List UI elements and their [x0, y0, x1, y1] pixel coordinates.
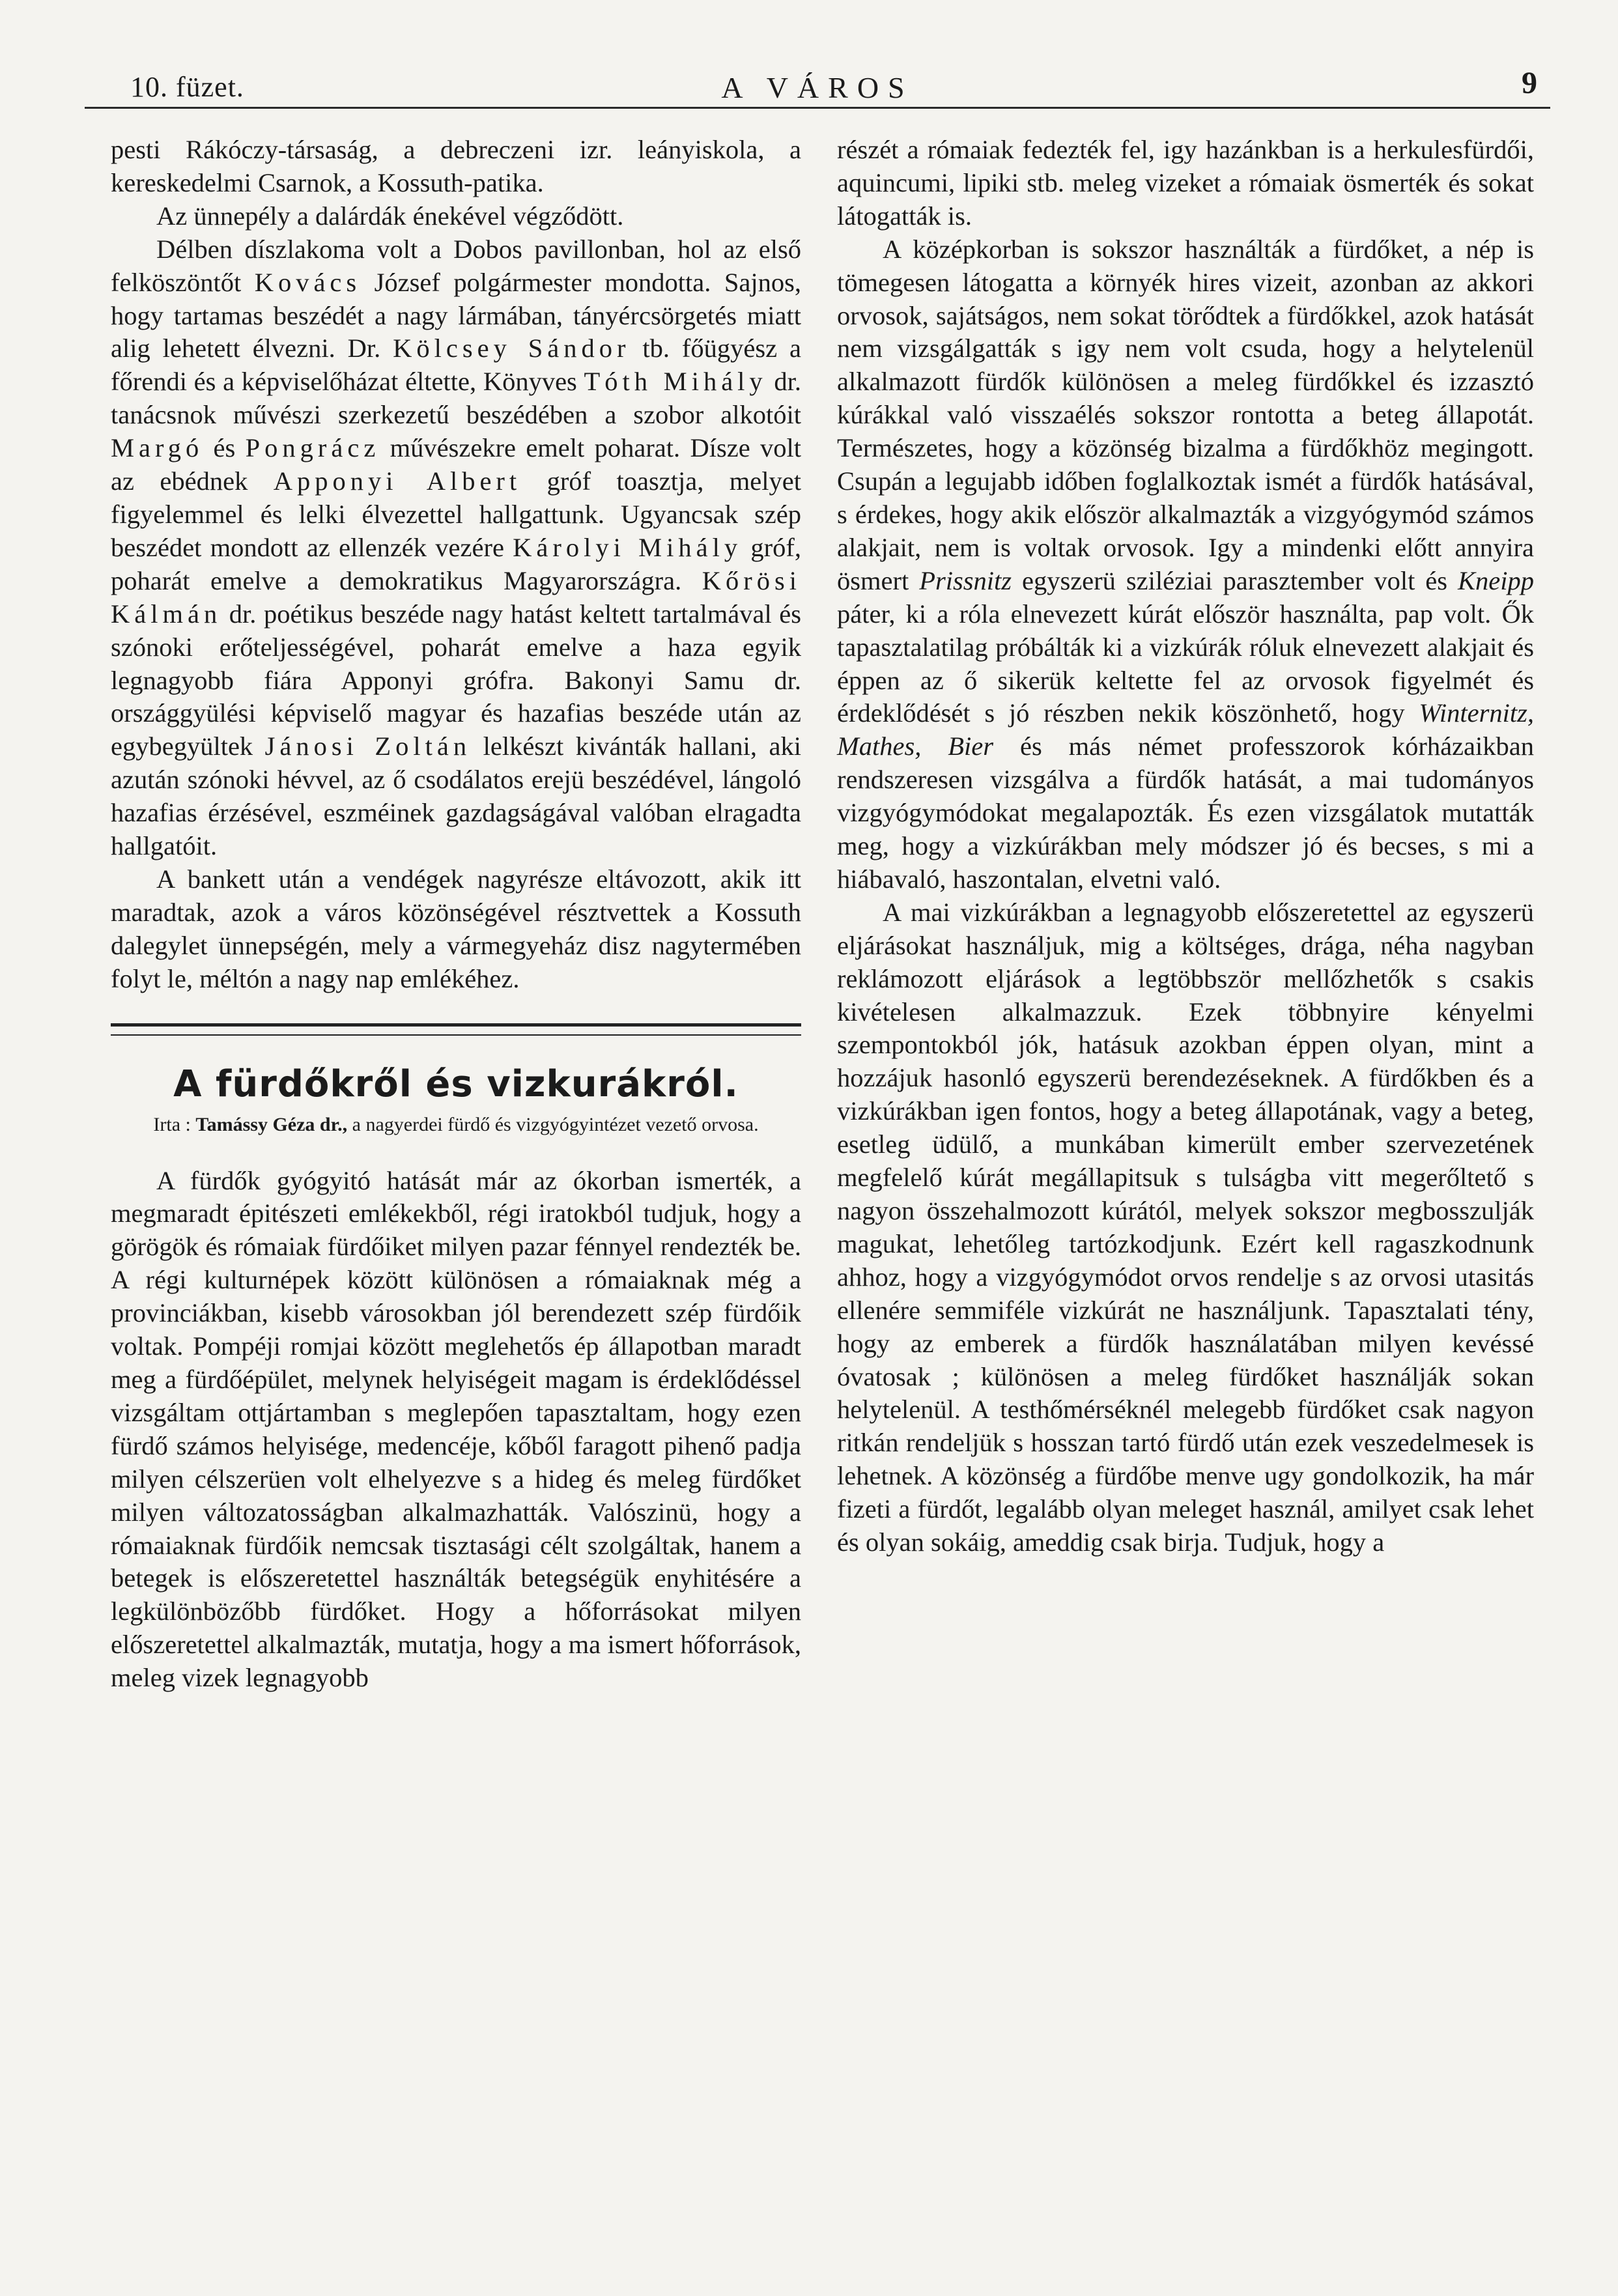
name-kneipp: Kneipp — [1458, 565, 1534, 595]
name-margo: Margó — [111, 433, 204, 463]
name-apponyi: Apponyi Albert — [273, 466, 522, 496]
paragraph: A fürdők gyógyitó hatását már az ókorban ismerték, a megmaradt épitészeti emlékekből, régi iratokból tudjuk, hogy a görögök és rómaiak fürdőiket milyen pazar fénnyel rendezték be. A régi kulturnépek között különösen a rómaiaknak még a provinciákban, kisebb városokban jól berendezett szép fürdőik voltak. Pompéji romjai között meglehetős ép állapotban maradt meg a fürdőépület, melynek helyiségeit magam is érdeklődéssel vizsgáltam ottjártamban s meglepően tapasztaltam, hogy ezen fürdő számos helyisége, medencéje, kőből faragott pihenő padja milyen célszerüen volt elhelyezve s a hideg és meleg fürdőket milyen változatosságban alkalmazhatták. Valószinü, hogy a rómaiaknak fürdőik nemcsak tisztasági célt szolgáltak, hanem a betegek is előszeretettel használták betegségük enyhitésére a legkülönbözőbb fürdőket. Hogy a hőforrásokat milyen előszeretettel alkalmazták, mutatja, hogy a ma ismert hőforrások, meleg vizek legnagyobb — [111, 1165, 801, 1693]
name-kovacs: Kovács — [254, 267, 362, 297]
paragraph: pesti Rákóczy-társaság, a debreczeni izr. leányiskola, a kereskedelmi Csarnok, a Kossuth-patika. — [111, 135, 801, 197]
name-janosi: Jánosi Zoltán — [264, 731, 472, 761]
running-header — [85, 65, 1550, 108]
paragraph: A mai vizkúrákban a legnagyobb előszeretettel az egyszerü eljárásokat használjuk, mig a költséges, drága, néha nagyban reklámozott eljárások a legtöbbször mellőzhetők s csakis kivételesen alkalmazzuk. Ezek többnyire kényelmi szempontokból jók, hatásuk azokban éppen olyan, mint a hozzájuk hasonló egyszerü berendezéseknek. A fürdőkben és a vizkúrákban igen fontos, hogy a beteg állapotának, vagy a beteg, esetleg üdülő, a munkában kimerült ember szervezetének megfelelő kúrát megállapitsuk s tulságba vitt megerőltető s nagyon összehalmozott kúrától, melyek sokszor megbosszulják magukat, lehetőleg tartózkodjunk. Ezért kell ragaszkodnunk ahhoz, hogy a vizgyógymódot orvos rendelje s az orvosi utasitás ellenére semmiféle vizkúrát ne használjunk. Tapasztalati tény, hogy az emberek a fürdők használatában milyen kevéssé óvatosak ; különösen a meleg fürdőket használják sokan helytelenül. A testhőmérséknél melegebb fürdőket csak nagyon ritkán rendeljük s hosszan tartó fürdő után ezek veszedelmesek is lehetnek. A közönség a fürdőbe menve ugy gondolkozik, ha már fizeti a fürdőt, legalább olyan meleget használ, amilyet csak lehet és olyan sokáig, ameddig csak birja. Tudjuk, hogy a — [837, 897, 1534, 1557]
banquet-paragraph: Délben díszlakoma volt a Dobos pavillonban, hol az első felköszöntőt Kovács József polgármester mondotta. Sajnos, hogy tartamas beszédét a nagy lármában, tányércsörgetés miatt alig lehetett élvezni. Dr. Kölcsey Sándor tb. főügyész a főrendi és a képviselőházat éltette, Könyves Tóth Mihály dr. tanácsnok művészi szerkezetű beszédében a szobor alkotóit Margó és Pongrácz művészekre emelt poharat. Dísze volt az ebédnek Apponyi Albert gróf toasztja, melyet figyelemmel és lelki élvezettel hallgattunk. Ugyancsak szép beszédet mondott az ellenzék vezére Károlyi Mihály gróf, poharát emelve a demokratikus Magyarországra. Kőrösi Kálmán dr. poétikus beszéde nagy hatást keltett tartalmával és szónoki erőteljességével, poharát emelve a haza egyik legnagyobb fiára Apponyi grófra. Bakonyi Samu dr. országgyülési képviselő magyar és hazafias beszéde után az egybegyültek Jánosi Zoltán lelkészt kivánták hallani, aki azután szónoki hévvel, az ő csodálatos erejü beszédével, lángoló hazafias érzésével, eszméinek gazdagságával valóban elragadta hallgatóit. — [111, 234, 801, 861]
paragraph: A középkorban is sokszor használták a fürdőket, a nép is tömegesen látogatta a környék hires vizeit, azonban az akkori orvosok, sajátságos, nem sokat törődtek a fürdőkkel, azok hatását nem vizsgálgatták s igy nem volt csuda, hogy a helytelenül alkalmazott fürdők különösen a meleg fürdőkkel és izzasztó kúrákkal való visszaélés sokszor rontotta a beteg állapotát. Természetes, hogy a közönség bizalma a fürdőkhöz megingott. Csupán a legujabb időben foglalkoztak ismét a fürdők hatásával, s érdekes, hogy akik először alkalmazták a vizgyógymód számos alakjait, nem is voltak orvosok. Igy a mindenki előtt annyira ösmert Prissnitz egyszerü sziléziai parasztember volt és Kneipp páter, ki a róla elnevezett kúrát először használta, pap volt. Ők tapasztalatilag próbálták ki a vizkúrák róluk elnevezett alakjait és éppen az ő sikerük keltette fel az orvosok figyelmét és érdeklődését s jó részben nekik köszönhető, hogy Winternitz, Mathes, Bier és más német professzorok kórházaikban rendszeresen vizsgálva a fürdők hatását, a mai tudományos vizgyógymódokat megalapozták. És ezen vizsgálatok mutatták meg, hogy a vizkúrákban mely módszer jó és becses, s mi a hiábavaló, haszontalan, elvetni való. — [837, 234, 1534, 894]
name-korosi: Kőrösi Kálmán — [111, 565, 801, 629]
paragraph: A bankett után a vendégek nagyrésze eltávozott, akik itt maradtak, azok a város közönségével résztvettek a Kossuth dalegylet ünnepségén, mely a vármegyeház disz nagytermében folyt le, méltón a nagy nap emlékéhez. — [111, 864, 801, 993]
name-prissnitz: Prissnitz — [919, 565, 1012, 595]
header-rule — [85, 107, 1550, 109]
article-title: A fürdőkről és vizkurákról. — [173, 1062, 739, 1105]
right-column — [837, 134, 1534, 1559]
name-pongracz: Pongrácz — [245, 433, 380, 463]
paragraph: Az ünnepély a dalárdák énekével végződött. — [156, 201, 624, 231]
left-column — [111, 134, 801, 1695]
byline-author: Tamássy Géza dr., — [195, 1113, 348, 1135]
section-separator — [111, 1023, 801, 1036]
issue-number: 10. füzet. — [130, 71, 244, 103]
journal-title: A VÁROS — [721, 71, 914, 104]
page-number: 9 — [1522, 66, 1537, 100]
byline: Irta : Tamássy Géza dr., a nagyerdei fürdő és vizgyógyintézet vezető orvosa. — [153, 1113, 759, 1135]
paragraph: részét a rómaiak fedezték fel, igy hazánkban is a herkulesfürdői, aquincumi, lipiki stb. meleg vizeket a rómaiak ösmerték és sokat látogatták is. — [837, 135, 1534, 231]
name-kolcsey: Kölcsey Sándor — [393, 333, 631, 363]
name-karolyi: Károlyi Mihály — [513, 532, 743, 562]
names-professors: Winternitz, Mathes, Bier — [837, 698, 1534, 761]
name-toth: Tóth Mihály — [584, 367, 767, 397]
